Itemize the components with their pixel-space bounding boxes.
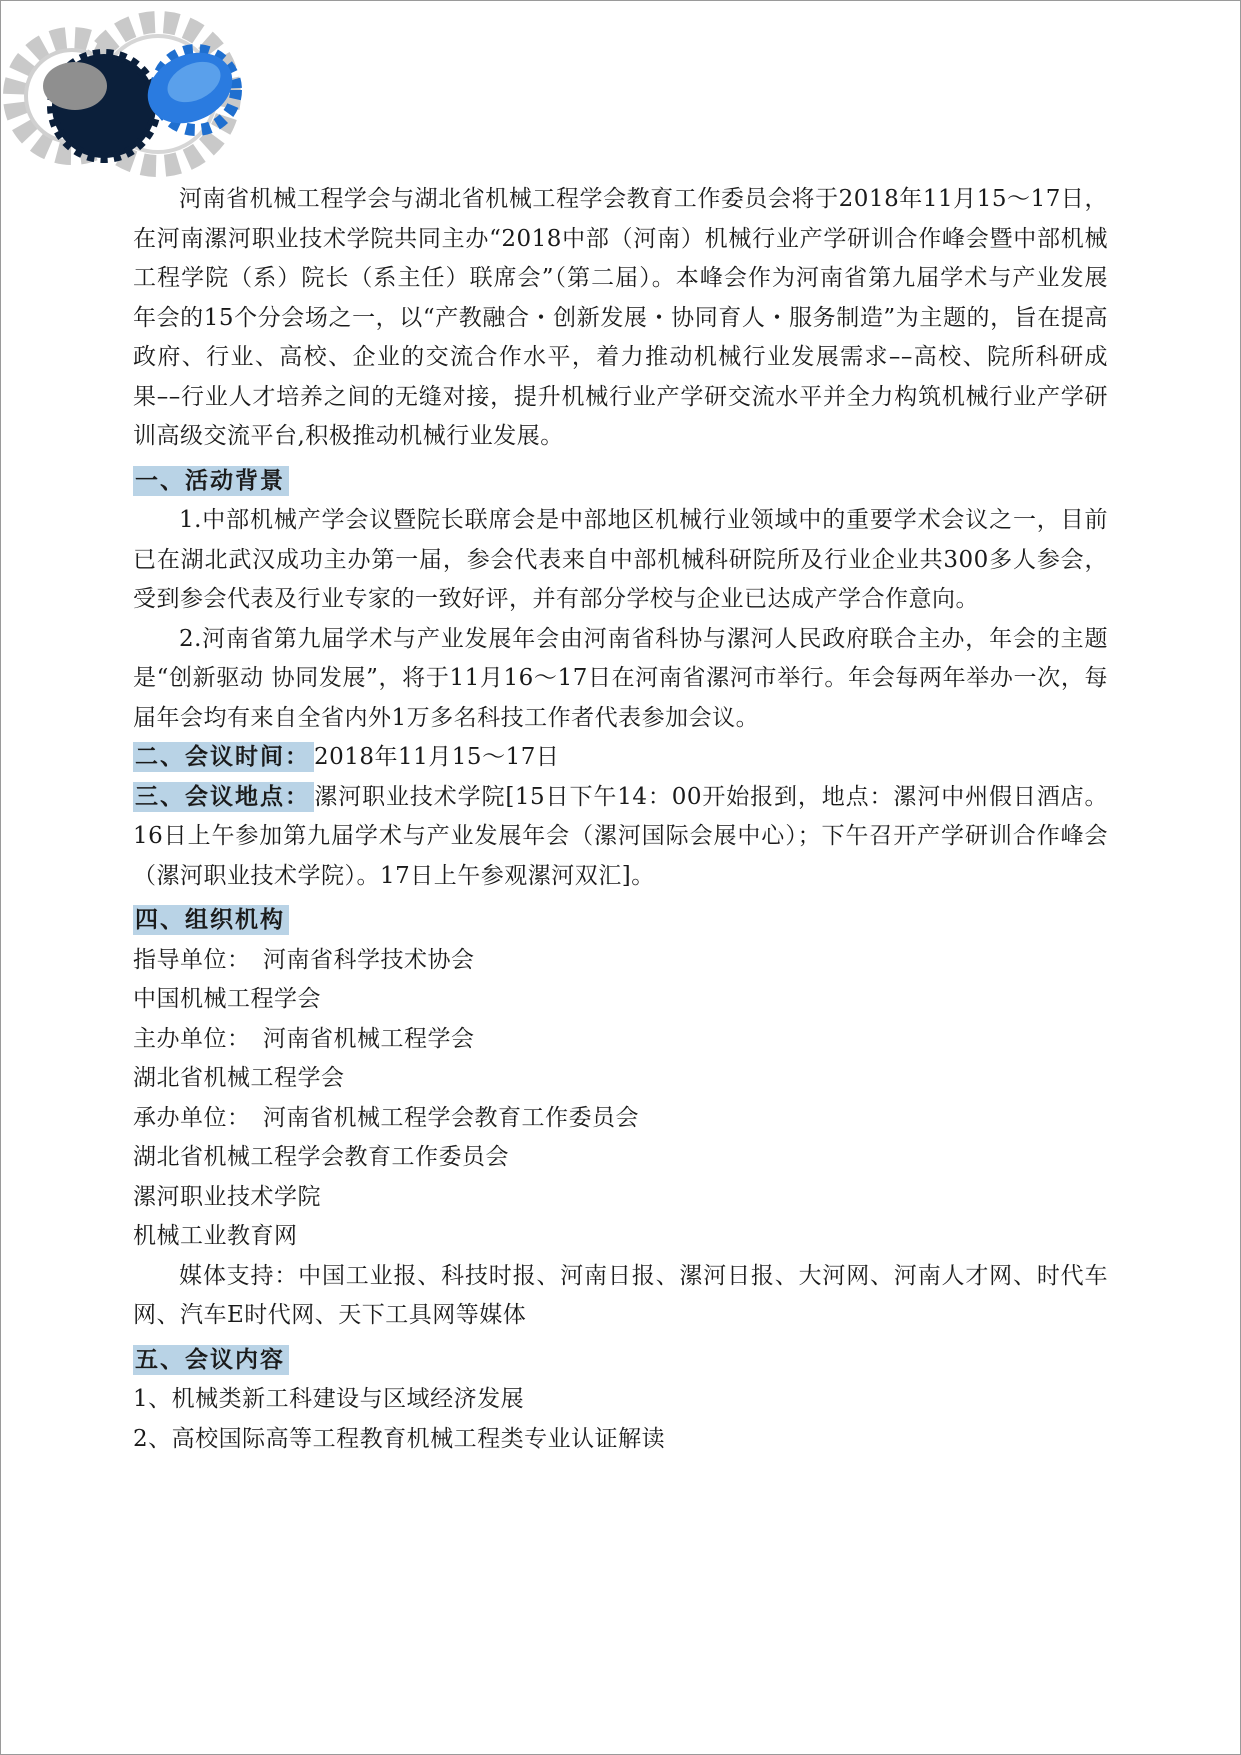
host-unit-2: 湖北省机械工程学会	[133, 1065, 345, 1091]
background-paragraph-2: 2.河南省第九届学术与产业发展年会由河南省科协与漯河人民政府联合主办，年会的主题是“创新驱动 协同发展”，将于11月16～17日在河南省漯河市举行。年会每两年举办一次，每届年会均有来自全省内外1万多名科技工作者代表参加会议。	[133, 625, 1108, 731]
organizer-unit-1: 河南省机械工程学会教育工作委员会	[263, 1104, 639, 1131]
intro-paragraph: 河南省机械工程学会与湖北省机械工程学会教育工作委员会将于2018年11月15～17日，在河南漯河职业技术学院共同主办“2018中部（河南）机械行业产学研训合作峰会暨中部机械工程学院（系）院长（系主任）联席会”（第二届）。本峰会作为河南省第九届学术与产业发展年会的15个分会场之一，以“产教融合・创新发展・协同育人・服务制造”为主题的，旨在提高政府、行业、高校、企业的交流合作水平，着力推动机械行业发展需求––高校、院所科研成果––行业人才培养之间的无缝对接，提升机械行业产学研交流水平并全力构筑机械行业产学研训高级交流平台,积极推动机械行业发展。	[133, 186, 1108, 449]
organizer-unit-2: 湖北省机械工程学会教育工作委员会	[133, 1144, 509, 1170]
background-paragraph-1: 1.中部机械产学会议暨院长联席会是中部地区机械行业领域中的重要学术会议之一，目前已在湖北武汉成功主办第一届，参会代表来自中部机械科研院所及行业企业共300多人参会，受到参会代表及行业专家的一致好评，并有部分学校与企业已达成产学合作意向。	[133, 507, 1108, 612]
section-heading-time: 二、会议时间：	[133, 742, 314, 772]
media-support: 媒体支持：中国工业报、科技时报、河南日报、漯河日报、大河网、河南人才网、时代车网、汽车E时代网、天下工具网等媒体	[133, 1262, 1108, 1328]
host-unit-1: 河南省机械工程学会	[263, 1025, 475, 1052]
section-heading-content: 五、会议内容	[133, 1345, 289, 1375]
organizer-unit-3: 漯河职业技术学院	[133, 1183, 321, 1210]
guide-unit-1: 河南省科学技术协会	[263, 946, 475, 973]
meeting-location: 漯河职业技术学院[15日下午14：00开始报到，地点：漯河中州假日酒店。16日上午参加第九届学术与产业发展年会（漯河国际会展中心）；下午召开产学研训合作峰会（漯河职业技术学院）。17日上午参观漯河双汇]。	[133, 783, 1108, 889]
content-item-1: 1、机械类新工科建设与区域经济发展	[133, 1386, 525, 1412]
organizer-unit-label: 承办单位：	[133, 1104, 251, 1131]
guide-unit-label: 指导单位：	[133, 946, 251, 973]
guide-unit-2: 中国机械工程学会	[133, 986, 321, 1012]
organizer-unit-4: 机械工业教育网	[133, 1223, 298, 1249]
section-heading-background: 一、活动背景	[133, 466, 289, 496]
section-heading-organization: 四、组织机构	[133, 905, 289, 935]
meeting-time: 2018年11月15～17日	[314, 744, 560, 770]
document-body	[133, 180, 1108, 1459]
gear-logo-icon	[0, 0, 260, 205]
host-unit-label: 主办单位：	[133, 1025, 251, 1052]
content-item-2: 2、高校国际高等工程教育机械工程类专业认证解读	[133, 1425, 666, 1452]
section-heading-location: 三、会议地点：	[133, 782, 314, 812]
